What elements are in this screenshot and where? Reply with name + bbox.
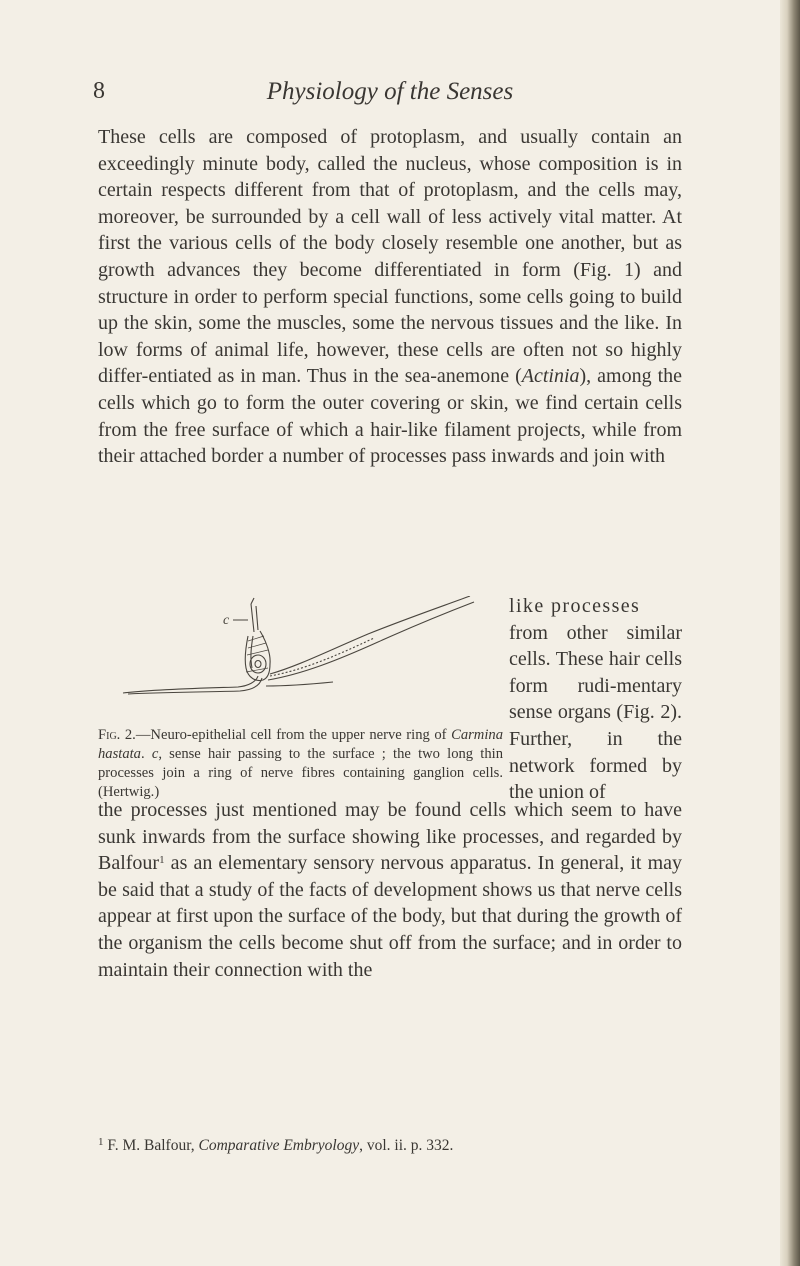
caption-text-c: , sense hair passing to the surface ; the two long thin processes join a ring of nerve fibres containing ganglion cells. (Hertwig.) bbox=[98, 746, 504, 800]
footnote-mark: 1 bbox=[98, 1136, 104, 1148]
para1-text-a: These cells are composed of protoplasm, and usually contain an exceedingly minute body, called the nucleus, whose composition is in certain respects different from that of protoplasm, and the cells may, moreover, be surrounded by a cell wall of less actively vital matter. At first the various cells of the body closely resemble one another, but as growth advances they become differentiated in form (Fig. 1) and structure in order to perform special functions, some cells going to build up the skin, some the muscles, some the nervous tissues and the like. In low forms of animal life, however, these cells are often not so highly differ-entiated as in man. Thus in the sea-anemone ( bbox=[98, 126, 682, 388]
caption-c-italic: c bbox=[151, 746, 159, 762]
page-edge-shadow bbox=[780, 0, 800, 1266]
para2-text-b: as an elementary sensory nervous apparatus. In general, it may be said that a study of the facts of development shows us that nerve cells appear at first upon the surface of the body, but that during the growth of the organism the cells become shut off from the surface; and in order to maintain their connection with the bbox=[98, 852, 682, 981]
wrapped-text-column bbox=[509, 593, 682, 806]
figure-label-c: c bbox=[223, 613, 230, 628]
footnote bbox=[98, 1132, 682, 1156]
page-number: 8 bbox=[93, 78, 105, 104]
paragraph-1 bbox=[98, 124, 682, 470]
page-header bbox=[0, 78, 800, 112]
figure-2-illustration bbox=[98, 596, 503, 726]
figure-caption bbox=[98, 726, 503, 802]
paragraph-2 bbox=[98, 797, 682, 983]
neuro-epithelial-cell-drawing bbox=[98, 596, 503, 726]
footnote-italic: Comparative Embryology bbox=[198, 1137, 360, 1154]
para2-text-a: the processes just mentioned may be found cells which seem to have sunk inwards from the surface showing like processes, and regarded by Balfour bbox=[98, 799, 682, 875]
footnote-text-b: , vol. ii. p. 332. bbox=[359, 1137, 454, 1154]
caption-italic: Carmina hastata bbox=[98, 727, 503, 762]
para1-text-b: ), among the cells which go to form the outer covering or skin, we find certain cells from the free surface of which a hair-like filament projects, while from their attached border a number of processes pass inwards and join with bbox=[98, 365, 682, 468]
caption-text-b: . bbox=[140, 746, 152, 762]
caption-label: Fig. 2. bbox=[98, 727, 136, 743]
wrap-line-1: like processes bbox=[509, 595, 641, 617]
wrap-text: from other similar cells. These hair cells form rudi-mentary sense organs (Fig. 2). Further, in the network formed by the union of bbox=[509, 621, 682, 804]
footnote-text-a: F. M. Balfour, bbox=[103, 1137, 199, 1154]
caption-text-a: —Neuro-epithelial cell from the upper nerve ring of bbox=[135, 727, 452, 743]
footnote-reference[interactable]: 1 bbox=[159, 854, 165, 867]
para1-italic: Actinia bbox=[521, 365, 580, 388]
running-title: Physiology of the Senses bbox=[266, 78, 514, 105]
